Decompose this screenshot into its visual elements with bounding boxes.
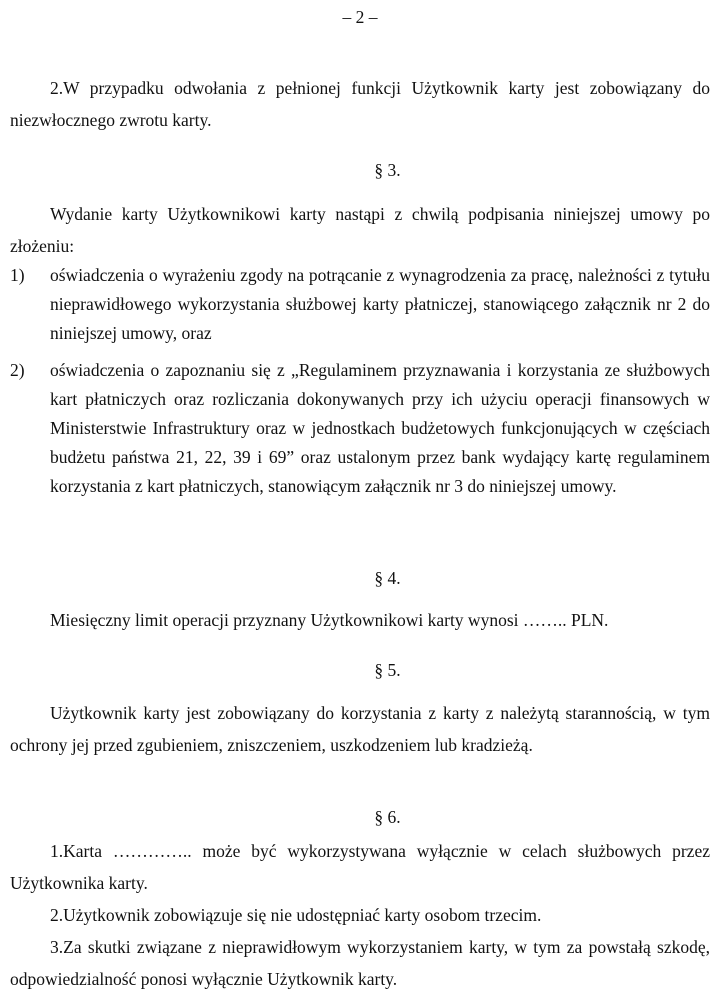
list-item-text: oświadczenia o wyrażeniu zgody na potrącanie z wynagrodzenia za pracę, należności z tytułu nieprawidłowego wykorzystania służbowej karty płatniczej, stanowiącego załącznik nr 2 do niniejszej umowy, oraz (50, 265, 710, 343)
section-5-heading: § 5. (374, 660, 401, 680)
section-4-heading: § 4. (374, 568, 401, 588)
list-item-text: oświadczenia o zapoznaniu się z „Regulaminem przyznawania i korzystania ze służbowych kart płatniczych oraz rozliczania dokonywanych przy ich użyciu operacji finansowych w Ministerstwie Infrastruktury oraz w jednostkach budżetowych funkcjonujących w częściach budżetu państwa 21, 22, 39 i 69” oraz ustalonym przez bank wydający kartę regulaminem korzystania z kart płatniczych, stanowiącym załącznik nr 3 do niniejszej umowy. (50, 360, 710, 496)
section-6-heading: § 6. (374, 807, 401, 827)
paragraph-2-point-2: 2.W przypadku odwołania z pełnionej funkcji Użytkownik karty jest zobowiązany do niezwłocznego zwrotu karty. (10, 78, 710, 130)
section-3-heading: § 3. (374, 160, 401, 180)
section-3-intro: Wydanie karty Użytkownikowi karty nastąpi z chwilą podpisania niniejszej umowy po złożeniu: (10, 204, 710, 256)
section-5-text: Użytkownik karty jest zobowiązany do korzystania z karty z należytą starannością, w tym ochrony jej przed zgubieniem, zniszczeniem, uszkodzeniem lub kradzieżą. (10, 703, 710, 755)
page-number: – 2 – (342, 7, 378, 27)
section-6-point-3: 3.Za skutki związane z nieprawidłowym wykorzystaniem karty, w tym za powstałą szkodę, odpowiedzialność ponosi wyłącznie Użytkownik karty. (10, 937, 710, 989)
section-6-point-1: 1.Karta ………….. może być wykorzystywana wyłącznie w celach służbowych przez Użytkownika karty. (10, 841, 710, 893)
list-item-number: 1) (10, 265, 25, 285)
section-6-point-2: 2.Użytkownik zobowiązuje się nie udostępniać karty osobom trzecim. (50, 905, 542, 925)
section-4-text: Miesięczny limit operacji przyznany Użytkownikowi karty wynosi …….. PLN. (50, 610, 609, 630)
list-item-number: 2) (10, 360, 25, 380)
